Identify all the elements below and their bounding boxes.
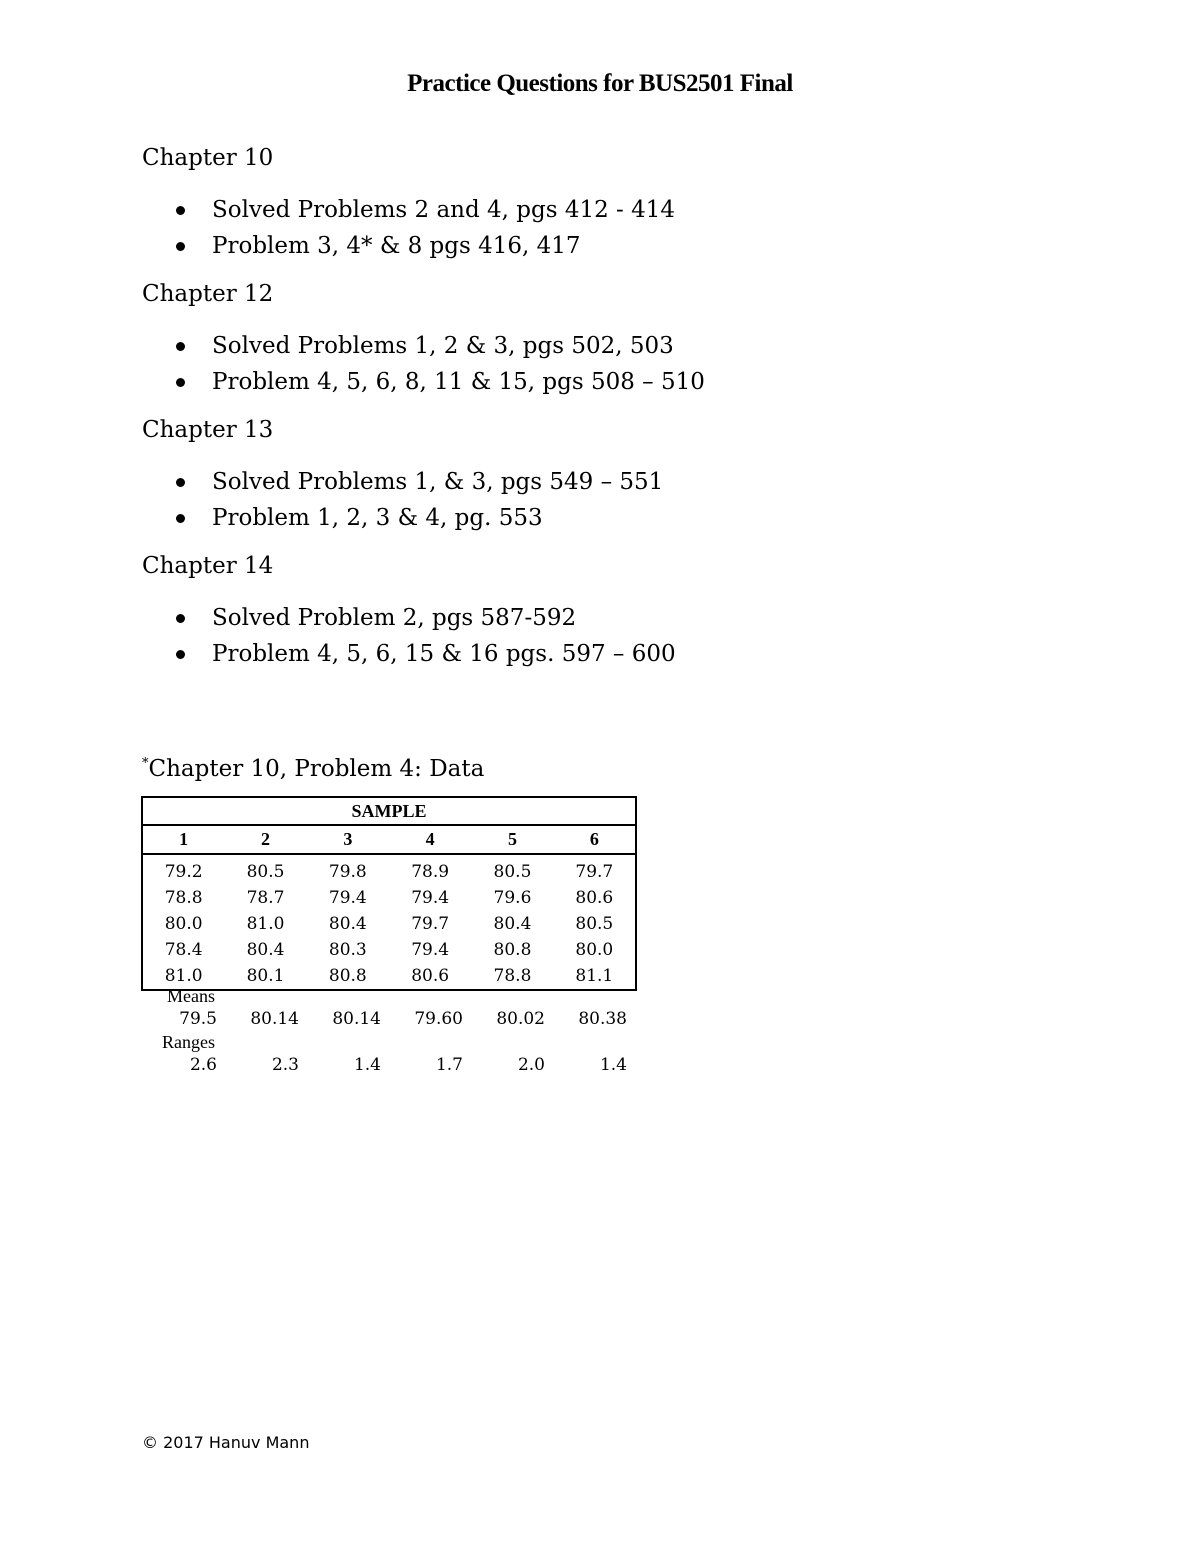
table-summary (141, 986, 641, 1078)
ranges-row (141, 1052, 641, 1078)
table-row (142, 937, 636, 963)
table-cell: 80.3 (328, 940, 367, 960)
mean-value: 80.38 (578, 1009, 627, 1029)
table-cell: 79.4 (411, 940, 450, 960)
table-cell: 81.1 (575, 966, 614, 986)
table-cell: 78.7 (246, 888, 285, 908)
table-cell: 78.8 (493, 966, 532, 986)
ranges-label: Ranges (162, 1032, 215, 1052)
chapter-heading: Chapter 13 (142, 417, 274, 443)
range-value: 1.4 (599, 1055, 627, 1075)
chapter-12-section (142, 278, 1042, 400)
list-item-text: Problem 4, 5, 6, 8, 11 & 15, pgs 508 – 510 (212, 369, 705, 395)
chapter-14-section (142, 550, 1042, 672)
table-cell: 80.5 (493, 862, 532, 882)
means-label: Means (167, 986, 215, 1006)
range-value: 1.4 (353, 1055, 381, 1075)
table-cell: 79.7 (411, 914, 450, 934)
range-value: 1.7 (435, 1055, 463, 1075)
column-header: 4 (389, 825, 471, 854)
bullet-icon (176, 478, 185, 487)
list-item (142, 600, 1042, 636)
mean-value: 80.14 (332, 1009, 381, 1029)
mean-value: 80.14 (250, 1009, 299, 1029)
column-header: 1 (142, 825, 224, 854)
chapter-heading: Chapter 10 (142, 145, 274, 171)
table-cell: 78.9 (411, 862, 450, 882)
table-cell: 80.4 (246, 940, 285, 960)
bullet-icon (176, 342, 185, 351)
table-caption-text: Chapter 10, Problem 4: Data (148, 756, 485, 782)
table-cell: 79.4 (328, 888, 367, 908)
problem-list (142, 328, 1042, 400)
list-item (142, 364, 1042, 400)
range-value: 2.0 (517, 1055, 545, 1075)
table-cell: 79.6 (493, 888, 532, 908)
table-cell: 80.4 (328, 914, 367, 934)
means-row (141, 1006, 641, 1032)
list-item (142, 228, 1042, 264)
bullet-icon (176, 378, 185, 387)
column-header: 5 (471, 825, 553, 854)
problem-list (142, 600, 1042, 672)
list-item-text: Problem 3, 4* & 8 pgs 416, 417 (212, 233, 581, 259)
table-cell: 79.8 (328, 862, 367, 882)
problem-list (142, 464, 1042, 536)
range-value: 2.6 (189, 1055, 217, 1075)
mean-value: 79.5 (179, 1009, 217, 1029)
table-cell: 79.2 (164, 862, 203, 882)
bullet-icon (176, 206, 185, 215)
list-item (142, 464, 1042, 500)
range-value: 2.3 (271, 1055, 299, 1075)
table-cell: 80.5 (246, 862, 285, 882)
bullet-icon (176, 242, 185, 251)
table-cell: 80.6 (575, 888, 614, 908)
table-cell: 80.4 (493, 914, 532, 934)
list-item-text: Solved Problems 2 and 4, pgs 412 - 414 (212, 197, 676, 223)
chapter-13-section (142, 414, 1042, 536)
copyright-footer: © 2017 Hanuv Mann (142, 1433, 310, 1452)
table-cell: 79.7 (575, 862, 614, 882)
table-cell: 81.0 (164, 966, 203, 986)
table-row (142, 854, 636, 885)
chapter-list (142, 142, 1042, 686)
column-header: 2 (224, 825, 306, 854)
bullet-icon (176, 514, 185, 523)
bullet-icon (176, 650, 185, 659)
table-cell: 80.6 (411, 966, 450, 986)
mean-value: 79.60 (414, 1009, 463, 1029)
list-item (142, 500, 1042, 536)
document-title: Practice Questions for BUS2501 Final (407, 70, 793, 97)
list-item (142, 636, 1042, 672)
chapter-heading: Chapter 14 (142, 553, 274, 579)
table-cell: 80.0 (575, 940, 614, 960)
list-item-text: Problem 1, 2, 3 & 4, pg. 553 (212, 505, 543, 531)
table-cell: 79.4 (411, 888, 450, 908)
problem-list (142, 192, 1042, 264)
list-item-text: Solved Problems 1, 2 & 3, pgs 502, 503 (212, 333, 674, 359)
table-cell: 80.8 (493, 940, 532, 960)
table-group-header: SAMPLE (142, 797, 636, 825)
column-header: 6 (554, 825, 636, 854)
table-cell: 80.0 (164, 914, 203, 934)
table-caption (142, 748, 484, 785)
table-cell: 80.1 (246, 966, 285, 986)
table-row (142, 911, 636, 937)
table-cell: 81.0 (246, 914, 285, 934)
table-cell: 80.8 (328, 966, 367, 986)
column-header-row (142, 825, 636, 854)
chapter-10-section (142, 142, 1042, 264)
list-item-text: Solved Problems 1, & 3, pgs 549 – 551 (212, 469, 664, 495)
mean-value: 80.02 (496, 1009, 545, 1029)
table-row (142, 885, 636, 911)
list-item-text: Solved Problem 2, pgs 587-592 (212, 605, 577, 631)
list-item (142, 192, 1042, 228)
chapter-heading: Chapter 12 (142, 281, 274, 307)
list-item-text: Problem 4, 5, 6, 15 & 16 pgs. 597 – 600 (212, 641, 676, 667)
footnote-marker: * (142, 756, 149, 771)
bullet-icon (176, 614, 185, 623)
column-header: 3 (307, 825, 389, 854)
table-cell: 78.4 (164, 940, 203, 960)
table-cell: 78.8 (164, 888, 203, 908)
list-item (142, 328, 1042, 364)
table-cell: 80.5 (575, 914, 614, 934)
sample-data-table (141, 796, 637, 991)
